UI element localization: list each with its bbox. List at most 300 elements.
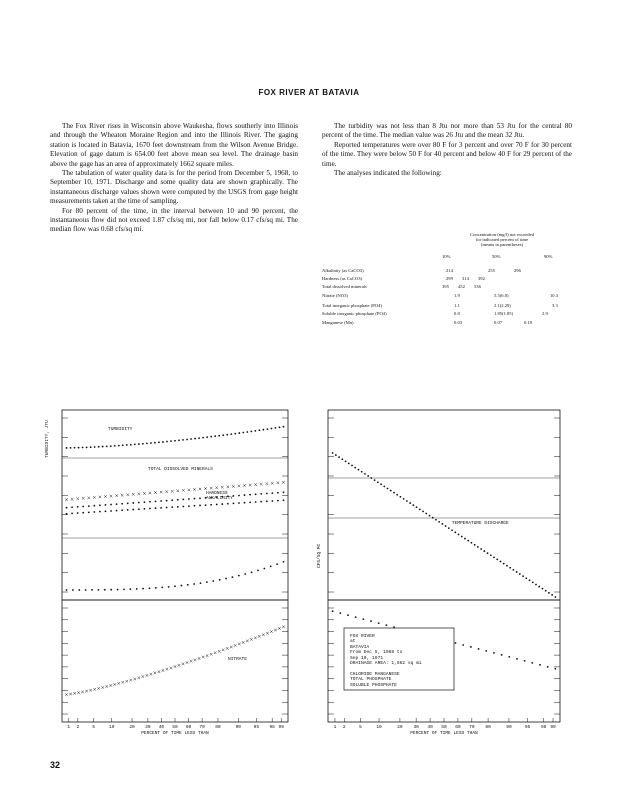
phosphate-point	[355, 616, 357, 618]
hardness-point	[82, 506, 84, 508]
hardness-point	[138, 502, 140, 504]
alkalinity-point	[182, 506, 184, 508]
turbidity-point	[90, 446, 92, 448]
x-tick-label: 10	[109, 725, 115, 730]
discharge-point	[458, 533, 460, 535]
alkalinity-point	[93, 511, 95, 513]
nitrate-point	[226, 647, 229, 650]
discharge-point	[338, 456, 340, 458]
dissolved-minerals-point	[87, 497, 90, 500]
lower-series-point	[276, 563, 278, 565]
table-row: Total dissolved minerals 395 452 536	[322, 284, 481, 289]
dissolved-minerals-point	[277, 482, 280, 485]
phosphate-point	[547, 666, 549, 668]
lower-series-point	[263, 568, 265, 570]
x-axis-label: PERCENT OF TIME LESS THAN	[410, 731, 478, 736]
hardness-point	[116, 503, 118, 505]
discharge-point	[480, 548, 482, 550]
discharge-point	[364, 473, 366, 475]
dissolved-minerals-point	[188, 489, 191, 492]
page-number: 32	[50, 760, 61, 770]
alkalinity-point	[149, 508, 151, 510]
nitrate-point	[234, 644, 237, 647]
alkalinity-point	[255, 501, 257, 503]
hardness-point	[166, 500, 168, 502]
turbidity-point	[186, 439, 188, 441]
lower-series-point	[206, 581, 208, 583]
x-tick-label: 70	[469, 725, 475, 730]
lower-series-point	[129, 588, 131, 590]
x-tick-label: 40	[158, 725, 165, 730]
nitrate-point	[146, 674, 149, 677]
dissolved-minerals-point	[176, 489, 179, 492]
turbidity-point	[78, 447, 80, 449]
alkalinity-point	[205, 504, 207, 506]
x-tick-label: 90	[506, 725, 512, 730]
alkalinity-point	[221, 503, 223, 505]
discharge-point	[454, 531, 456, 533]
discharge-point	[416, 506, 418, 508]
paragraph: The turbidity was not less than 8 Jtu nor more than 53 Jtu for the central 80 percent of the time. The median value was 26 Jtu and the mean 32 Jtu.	[322, 122, 572, 140]
phosphate-point	[554, 668, 556, 670]
dissolved-minerals-point	[232, 485, 235, 488]
dissolved-minerals-point	[282, 481, 285, 484]
turbidity-point	[118, 445, 120, 447]
discharge-point	[387, 488, 389, 490]
hardness-point	[271, 492, 273, 494]
dissolved-minerals-point	[154, 491, 157, 494]
dissolved-minerals-point	[132, 493, 135, 496]
lower-series-point	[155, 587, 157, 589]
dissolved-minerals-point	[138, 493, 141, 496]
phosphate-point	[378, 622, 380, 624]
turbidity-point	[158, 441, 160, 443]
discharge-point	[448, 527, 450, 529]
discharge-point	[506, 565, 508, 567]
lower-series-point	[174, 585, 176, 587]
discharge-point	[522, 575, 524, 577]
turbidity-point	[283, 426, 285, 428]
paragraph: The tabulation of water quality data is for the period from December 5, 1968, to September 10, 1971. Discharge and some quality data are shown graphically. The instantaneous discharge values shown were computed by the USGS from gage height measurements taken at the time of sampling.	[50, 169, 298, 206]
alkalinity-point	[266, 500, 268, 502]
x-tick-label: 50	[441, 725, 447, 730]
dissolved-minerals-point	[149, 492, 152, 495]
plot-frame	[62, 600, 288, 722]
hardness-point	[277, 492, 279, 494]
discharge-point	[464, 538, 466, 540]
hardness-point	[66, 507, 68, 509]
dissolved-minerals-point	[99, 496, 102, 499]
y-axis-label-left: TURBIDITY, JTU	[45, 420, 50, 458]
turbidity-point	[150, 442, 152, 444]
discharge-point	[538, 586, 540, 588]
phosphate-point	[362, 618, 364, 620]
lower-series-point	[104, 589, 106, 591]
lower-series-point	[161, 586, 163, 588]
x-tick-label: 2	[342, 725, 346, 730]
turbidity-point	[190, 438, 192, 440]
lower-series-point	[219, 579, 221, 581]
paragraph: The Fox River rises in Wisconsin above Waukesha, flows southerly into Illinois and through the Wheaton Moraine Region and into the Illinois River. The gaging station is located in Batavia, 1670 feet downstream from the Wilson Avenue Bridge. Elevation of gage datum is 654.00 feet above mean sea level. The drainage basin above the gage has an area of approximately 1662 square miles.	[50, 122, 298, 168]
phosphate-point	[516, 658, 518, 660]
alkalinity-point	[238, 502, 240, 504]
nitrate-point	[250, 638, 253, 641]
discharge-point	[380, 483, 382, 485]
x-tick-label: 70	[199, 725, 205, 730]
discharge-point	[451, 529, 453, 531]
turbidity-point	[110, 445, 112, 447]
alkalinity-point	[216, 504, 218, 506]
discharge-point	[351, 465, 353, 467]
turbidity-point	[271, 428, 273, 430]
table-row: Total inorganic phosphate (PO4) 1.1 2.1(2.29) 3.3	[322, 303, 558, 308]
turbidity-point	[86, 446, 88, 448]
x-tick-label: 1	[67, 725, 71, 730]
hardness-point	[77, 506, 79, 508]
turbidity-point	[102, 446, 104, 448]
dissolved-minerals-point	[210, 487, 213, 490]
discharge-point	[445, 525, 447, 527]
discharge-point	[406, 500, 408, 502]
hardness-point	[177, 499, 179, 501]
turbidity-point	[162, 441, 164, 443]
x-tick-label: 50	[172, 725, 178, 730]
nitrate-point	[113, 683, 116, 686]
hardness-point	[105, 504, 107, 506]
nitrate-point	[93, 688, 96, 691]
hardness-point	[144, 501, 146, 503]
lower-series-point	[270, 565, 272, 567]
alkalinity-point	[66, 513, 68, 515]
nitrate-point	[186, 661, 189, 664]
phosphate-point	[347, 614, 349, 616]
turbidity-label: TURBIDITY	[108, 427, 133, 432]
alkalinity-point	[105, 510, 107, 512]
discharge-point	[435, 519, 437, 521]
alkalinity-point	[199, 505, 201, 507]
dissolved-minerals-point	[121, 494, 124, 497]
dissolved-minerals-point	[165, 490, 168, 493]
discharge-point	[461, 536, 463, 538]
alkalinity-point	[132, 509, 134, 511]
dissolved-minerals-point	[171, 490, 174, 493]
alkalinity-point	[99, 511, 101, 513]
discharge-point	[393, 492, 395, 494]
discharge-point	[471, 542, 473, 544]
percent-header: 90%	[544, 254, 553, 259]
discharge-point	[429, 515, 431, 517]
hardness-point	[255, 493, 257, 495]
lower-series-point	[187, 584, 189, 586]
nitrate-point	[138, 676, 141, 679]
discharge-point	[542, 588, 544, 590]
dissolved-minerals-point	[243, 484, 246, 487]
x-tick-label: 20	[129, 725, 135, 730]
lower-series-point	[225, 578, 227, 580]
table-header: Concentration (mg/l) not exceeded for indicated percent of time (means in parentheses)	[470, 232, 534, 247]
lower-series-point	[193, 583, 195, 585]
alkalinity-point	[171, 506, 173, 508]
y-axis-label-middle: CFS/SQ MI	[317, 543, 322, 568]
nitrate-point	[97, 687, 100, 690]
discharge-point	[422, 511, 424, 513]
nitrate-point	[174, 665, 177, 668]
discharge-point	[377, 481, 379, 483]
turbidity-point	[82, 447, 84, 449]
nitrate-point	[81, 691, 84, 694]
x-tick-label: 80	[215, 725, 221, 730]
discharge-point	[551, 594, 553, 596]
legend-box-text: FOX RIVER at BATAVIA From Dec 5, 1968 to Sep 10, 1971 DRAINAGE AREA: 1,662 sq mi CHLORIDE MANGANESE TOTAL PHOSPHATE SOLUBLE PHOSPHATE	[350, 634, 422, 688]
alkalinity-point	[249, 501, 251, 503]
hardness-point	[160, 500, 162, 502]
lower-series-point	[117, 589, 119, 591]
dissolved-minerals-point	[115, 494, 118, 497]
lower-series-point	[98, 589, 100, 591]
alkalinity-point	[188, 505, 190, 507]
lower-series-point	[149, 587, 151, 589]
plot-frame	[62, 410, 288, 600]
table-row: Manganese (Mn) 0.03 0.07 0.19	[322, 320, 533, 325]
nitrate-point	[154, 672, 157, 675]
turbidity-point	[106, 445, 108, 447]
lower-series-point	[168, 586, 170, 588]
turbidity-point	[66, 447, 68, 449]
turbidity-point	[279, 426, 281, 428]
turbidity-point	[94, 446, 96, 448]
discharge-point	[441, 523, 443, 525]
x-axis-label: PERCENT OF TIME LESS THAN	[141, 731, 209, 736]
discharge-point	[425, 513, 427, 515]
dissolved-minerals-label: TOTAL DISSOLVED MINERALS	[148, 467, 213, 472]
hardness-point	[194, 498, 196, 500]
hardness-point	[93, 505, 95, 507]
dissolved-minerals-point	[93, 496, 96, 499]
turbidity-point	[170, 440, 172, 442]
dissolved-minerals-point	[204, 487, 207, 490]
x-tick-label: 2	[76, 725, 80, 730]
nitrate-point	[170, 667, 173, 670]
discharge-point	[532, 581, 534, 583]
lower-series-point	[136, 588, 138, 590]
x-tick-label: 40	[427, 725, 433, 730]
discharge-point	[438, 521, 440, 523]
alkalinity-point	[271, 500, 273, 502]
phosphate-point	[478, 648, 480, 650]
nitrate-point	[130, 679, 133, 682]
table-row: Nitrate (NO3) 1.9 5.5(6.0) 10.3	[322, 293, 559, 298]
discharge-point	[400, 496, 402, 498]
hardness-point	[121, 503, 123, 505]
hardness-point	[132, 502, 134, 504]
nitrate-point	[246, 640, 249, 643]
left-text-column	[50, 122, 298, 235]
table-row: Alkalinity (as CaCO3) 214 255 296	[322, 268, 521, 273]
nitrate-point	[178, 664, 181, 667]
discharge-point	[432, 517, 434, 519]
percent-header: 10%	[442, 254, 451, 259]
turbidity-point	[98, 446, 100, 448]
turbidity-point	[230, 433, 232, 435]
hardness-point	[244, 494, 246, 496]
alkalinity-point	[88, 511, 90, 513]
hardness-point	[238, 495, 240, 497]
phosphate-point	[339, 612, 341, 614]
nitrate-point	[230, 646, 233, 649]
phosphate-point	[485, 650, 487, 652]
paragraph: For 80 percent of the time, in the interval between 10 and 90 percent, the instantaneous flow did not exceed 1.87 cfs/sq mi, nor fall below 0.17 cfs/sq mi. The median flow was 0.68 cfs/sq mi.	[50, 206, 298, 234]
x-tick-label: 95	[524, 725, 531, 730]
discharge-label: TEMPERATURE DISCHARGE	[452, 521, 509, 526]
turbidity-point	[246, 431, 248, 433]
hardness-point	[249, 494, 251, 496]
discharge-point	[335, 454, 337, 456]
dissolved-minerals-point	[110, 495, 113, 498]
turbidity-point	[74, 447, 76, 449]
nitrate-point	[242, 641, 245, 644]
phosphate-point	[501, 654, 503, 656]
hardness-point	[155, 500, 157, 502]
turbidity-point	[138, 443, 140, 445]
discharge-point	[361, 471, 363, 473]
discharge-point	[554, 596, 556, 598]
lower-series-point	[142, 588, 144, 590]
discharge-point	[474, 544, 476, 546]
x-tick-label: 60	[185, 725, 192, 730]
turbidity-point	[238, 432, 240, 434]
alkalinity-point	[71, 512, 73, 514]
x-tick-label: 30	[145, 725, 151, 730]
nitrate-point	[142, 675, 145, 678]
alkalinity-point	[277, 500, 279, 502]
phosphate-point	[508, 656, 510, 658]
discharge-point	[548, 592, 550, 594]
dissolved-minerals-point	[249, 484, 252, 487]
nitrate-point	[266, 632, 269, 635]
lower-series-point	[180, 585, 182, 587]
discharge-point	[409, 502, 411, 504]
turbidity-point	[226, 434, 228, 436]
hardness-point	[188, 498, 190, 500]
turbidity-point	[178, 439, 180, 441]
dissolved-minerals-point	[260, 483, 263, 486]
hardness-point	[149, 501, 151, 503]
nitrate-point	[105, 685, 108, 688]
nitrate-point	[194, 659, 197, 662]
dissolved-minerals-point	[160, 491, 163, 494]
phosphate-point	[386, 624, 388, 626]
phosphate-point	[470, 646, 472, 648]
nitrate-point	[198, 657, 201, 660]
dissolved-minerals-point	[238, 485, 241, 488]
dissolved-minerals-point	[265, 482, 268, 485]
dissolved-minerals-point	[193, 488, 196, 491]
turbidity-point	[182, 439, 184, 441]
x-tick-label: 5	[359, 725, 362, 730]
discharge-point	[345, 460, 347, 462]
turbidity-point	[258, 429, 260, 431]
nitrate-point	[254, 637, 257, 640]
nitrate-point	[150, 673, 153, 676]
x-tick-label: 98	[541, 725, 547, 730]
dissolved-minerals-point	[254, 483, 257, 486]
turbidity-point	[262, 429, 264, 431]
discharge-point	[493, 556, 495, 558]
turbidity-point	[267, 428, 269, 430]
lower-series-point	[200, 582, 202, 584]
table-row: Soluble inorganic phosphate (PO4) 0.8 1.85(1.85) 2.9	[322, 311, 548, 316]
turbidity-point	[130, 444, 132, 446]
lower-series-point	[85, 589, 87, 591]
discharge-point	[477, 546, 479, 548]
turbidity-point	[142, 443, 144, 445]
turbidity-point	[126, 444, 128, 446]
turbidity-point	[206, 436, 208, 438]
alkalinity-point	[227, 503, 229, 505]
turbidity-point	[194, 438, 196, 440]
discharge-point	[403, 498, 405, 500]
hardness-label: HARDNESS	[206, 491, 228, 496]
nitrate-point	[258, 635, 261, 638]
discharge-point	[487, 552, 489, 554]
nitrate-point	[166, 668, 169, 671]
x-tick-label: 99	[550, 725, 556, 730]
nitrate-point	[117, 682, 120, 685]
alkalinity-point	[244, 502, 246, 504]
probability-plot-figure	[38, 398, 586, 740]
hardness-point	[182, 499, 184, 501]
turbidity-point	[250, 431, 252, 433]
discharge-point	[354, 467, 356, 469]
lower-series-point	[123, 588, 125, 590]
turbidity-point	[134, 444, 136, 446]
lower-series-point	[257, 570, 259, 572]
hardness-point	[266, 493, 268, 495]
x-tick-label: 10	[376, 725, 382, 730]
nitrate-point	[238, 643, 241, 646]
turbidity-point	[222, 434, 224, 436]
hardness-point	[171, 499, 173, 501]
nitrate-point	[278, 627, 281, 630]
nitrate-point	[89, 689, 92, 692]
x-tick-label: 5	[92, 725, 95, 730]
alkalinity-point	[121, 509, 123, 511]
nitrate-point	[77, 691, 80, 694]
alkalinity-label: ALKALINITY	[206, 496, 234, 501]
discharge-point	[509, 567, 511, 569]
discharge-point	[383, 485, 385, 487]
phosphate-point	[332, 610, 334, 612]
percent-header: 50%	[492, 254, 501, 259]
discharge-point	[529, 579, 531, 581]
alkalinity-point	[260, 501, 262, 503]
discharge-point	[500, 561, 502, 563]
phosphate-point	[370, 620, 372, 622]
nitrate-point	[222, 649, 225, 652]
nitrate-point	[121, 681, 124, 684]
page-title: FOX RIVER AT BATAVIA	[258, 88, 360, 97]
right-text-column	[322, 122, 572, 178]
alkalinity-point	[144, 508, 146, 510]
discharge-point	[467, 540, 469, 542]
alkalinity-point	[110, 510, 112, 512]
paragraph: Reported temperatures were over 80 F for 3 percent and over 70 F for 30 percent of the time. They were below 50 F for 40 percent and below 40 F for 29 percent of the time.	[322, 140, 572, 168]
dissolved-minerals-point	[143, 492, 146, 495]
turbidity-point	[70, 447, 72, 449]
phosphate-point	[531, 662, 533, 664]
discharge-point	[519, 573, 521, 575]
x-tick-label: 60	[455, 725, 461, 730]
